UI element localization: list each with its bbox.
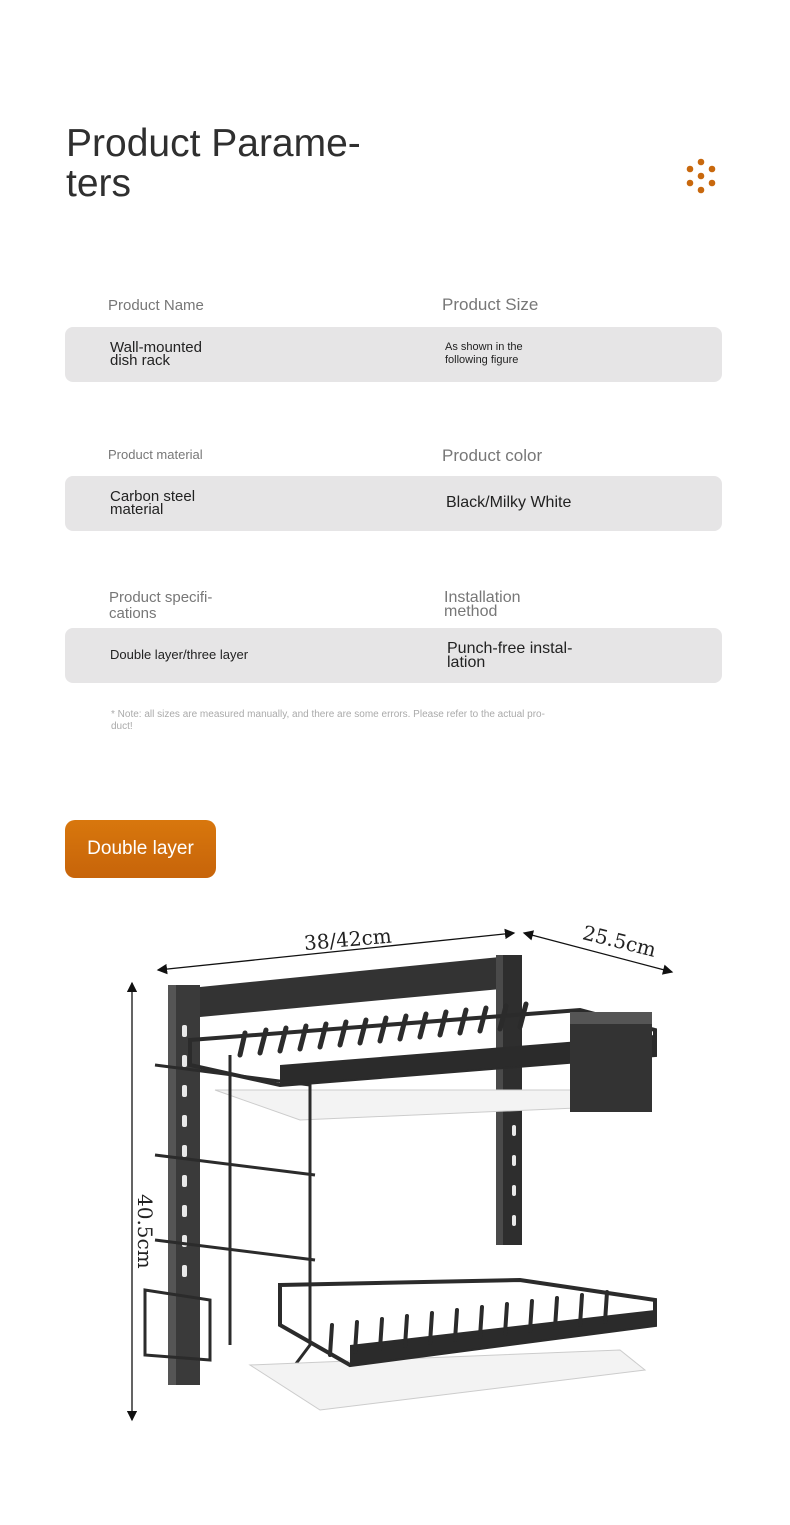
title-line-2: ters bbox=[66, 162, 132, 205]
installation-method-label: Installation method bbox=[444, 589, 521, 620]
installation-method-value: Punch-free instal- lation bbox=[447, 640, 573, 671]
product-color-label: Product color bbox=[442, 446, 543, 465]
product-size-label: Product Size bbox=[442, 295, 539, 314]
product-name-label: Product Name bbox=[108, 297, 204, 314]
depth-dimension-text: 25.5cm bbox=[580, 920, 659, 962]
width-dimension-text: 38/42cm bbox=[303, 923, 393, 956]
title-line-1: Product Parame- bbox=[66, 122, 361, 165]
product-material-label: Product material bbox=[108, 447, 203, 462]
product-color-value: Black/Milky White bbox=[446, 494, 572, 511]
top-shelf bbox=[190, 1004, 655, 1120]
param-row-2 bbox=[65, 476, 722, 531]
product-size-value: As shown in the following figure bbox=[445, 341, 523, 366]
param-row-3 bbox=[65, 628, 722, 683]
product-specifications-label: Product specifi- cations bbox=[109, 589, 213, 622]
param-row-1 bbox=[65, 327, 722, 382]
product-name-value: Wall-mounted dish rack bbox=[110, 339, 202, 369]
measurement-note: * Note: all sizes are measured manually, and there are some errors. Please refer to the actual pro- duct! bbox=[111, 709, 545, 732]
product-specifications-value: Double layer/three layer bbox=[110, 647, 249, 662]
height-dimension-text: 40.5cm bbox=[133, 1194, 157, 1269]
dish-rack-illustration bbox=[100, 915, 680, 1430]
product-material-value: Carbon steel material bbox=[110, 488, 196, 518]
decorative-dots-icon bbox=[683, 158, 719, 194]
double-layer-badge: Double layer bbox=[65, 820, 216, 878]
page-title bbox=[66, 124, 361, 204]
